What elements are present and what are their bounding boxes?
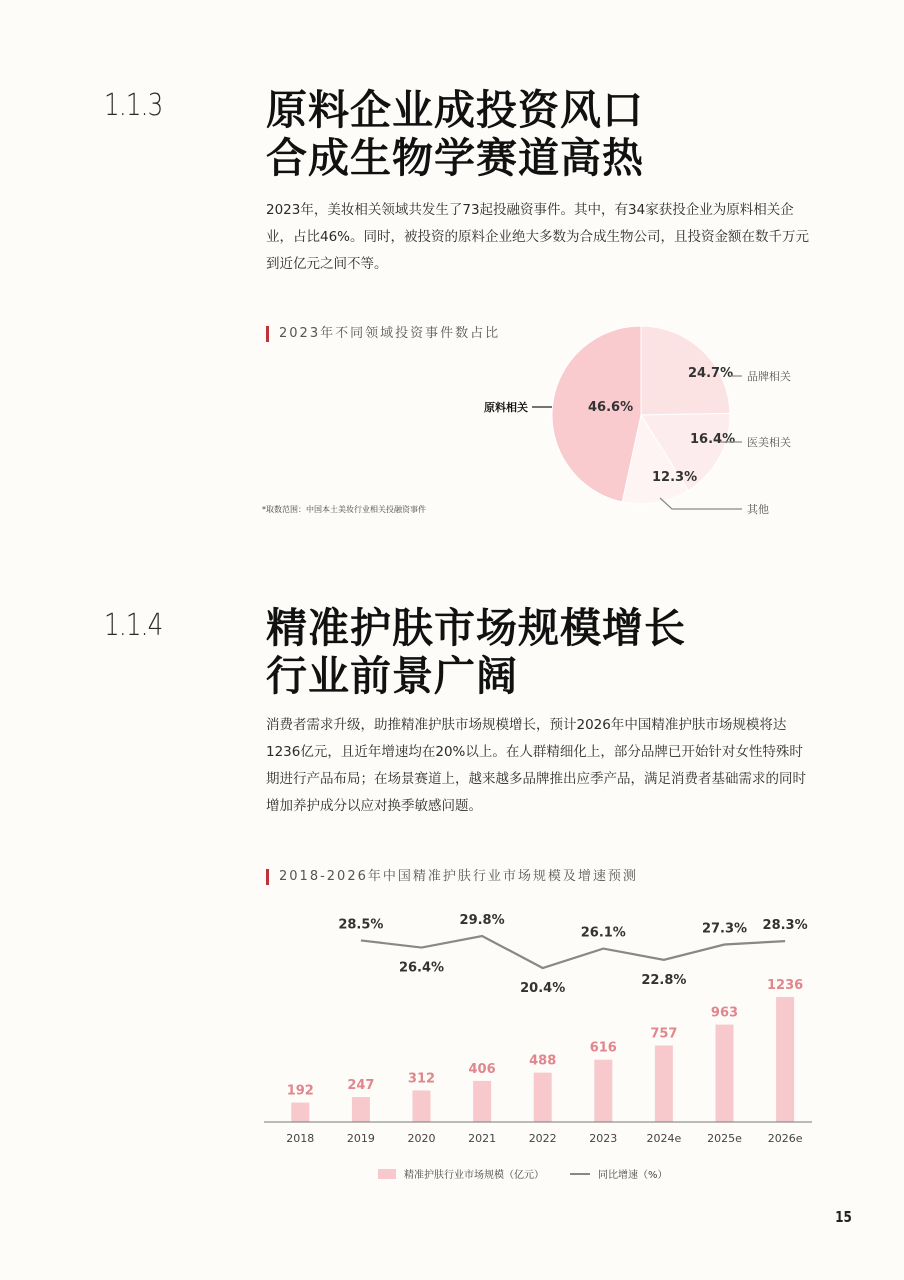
section-paragraph-1: 2023年，美妆相关领域共发生了73起投融资事件。其中，有34家获投企业为原料相关企业，占比46%。同时，被投资的原料企业绝大多数为合成生物公司，且投资金额在数千万元到近亿元之间不等。: [266, 202, 810, 272]
bar-value-label-8: 1236: [767, 978, 804, 993]
growth-rate-label-4: 20.4%: [520, 981, 566, 996]
pie-value-label-1: 16.4%: [690, 432, 736, 447]
pie-category-label-2: 其他: [747, 503, 769, 516]
bar-value-label-3: 406: [468, 1061, 496, 1077]
legend-swatch-line: [570, 1173, 590, 1175]
pie-leader-line-2: [660, 498, 742, 509]
section-title-2-line2: 行业前景广阔: [266, 652, 518, 700]
chart-legend: [378, 1166, 668, 1181]
pie-chart: [440, 315, 820, 530]
legend-label-bar: 精准护肤行业市场规模（亿元）: [404, 1170, 544, 1181]
pie-chart-title: 2023年不同领域投资事件数占比: [266, 326, 500, 342]
bar-2020: [413, 1090, 431, 1122]
growth-rate-label-3: 29.8%: [459, 913, 505, 928]
bar-2021: [473, 1081, 491, 1122]
growth-rate-label-6: 22.8%: [641, 972, 687, 988]
x-tick-label-5: 2023: [589, 1132, 618, 1145]
bar-line-chart: [260, 900, 820, 1160]
bar-2024e: [655, 1045, 673, 1122]
pie-category-label-1: 医美相关: [747, 436, 791, 449]
section-title-2: [266, 604, 686, 700]
pie-value-label-0: 24.7%: [688, 366, 734, 381]
x-tick-label-6: 2024e: [646, 1132, 682, 1145]
x-tick-label-4: 2022: [528, 1132, 557, 1145]
x-tick-label-1: 2019: [346, 1132, 375, 1145]
bar-2018: [291, 1103, 309, 1122]
bar-2026e: [776, 997, 794, 1122]
bar-value-label-2: 312: [407, 1071, 436, 1087]
section-paragraph-2: 消费者需求升级，助推精准护肤市场规模增长，预计2026年中国精准护肤市场规模将达1236亿元，且近年增速均在20%以上。在人群精细化上，部分品牌已开始针对女性特殊时期进行产品布局；在场景赛道上，越来越多品牌推出应季产品，满足消费者基础需求的同时增加养护成分以应对换季敏感问题。: [266, 717, 806, 814]
section-title-1: [266, 86, 644, 182]
bar-value-label-4: 488: [529, 1053, 557, 1069]
bar-2019: [352, 1097, 370, 1122]
x-tick-label-8: 2026e: [767, 1132, 803, 1145]
pie-category-label-3: 原料相关: [484, 401, 528, 414]
section-title-1-line2: 合成生物学赛道高热: [266, 134, 644, 182]
bar-value-label-6: 757: [650, 1026, 678, 1042]
bar-value-label-1: 247: [347, 1078, 375, 1094]
bar-value-label-7: 963: [710, 1005, 739, 1021]
section-number-2: 1.1.4: [104, 608, 163, 643]
legend-swatch-bar: [378, 1169, 396, 1179]
x-tick-label-3: 2021: [468, 1132, 497, 1145]
section-number-1: 1.1.3: [104, 88, 163, 123]
growth-rate-label-2: 26.4%: [398, 960, 445, 976]
growth-rate-label-8: 28.3%: [762, 918, 808, 934]
x-tick-label-7: 2025e: [707, 1132, 742, 1145]
growth-rate-label-5: 26.1%: [580, 925, 626, 941]
bar-chart-title: 2018-2026年中国精准护肤行业市场规模及增速预测: [266, 869, 638, 885]
legend-label-line: 同比增速（%）: [598, 1170, 668, 1181]
pie-value-label-2: 12.3%: [652, 470, 698, 485]
growth-rate-label-7: 27.3%: [701, 921, 748, 937]
section-title-1-line1: 原料企业成投资风口: [266, 86, 644, 134]
x-tick-label-2: 2020: [407, 1132, 436, 1145]
bar-value-label-5: 616: [589, 1040, 617, 1056]
x-tick-label-0: 2018: [286, 1132, 315, 1145]
bar-value-label-0: 192: [286, 1083, 314, 1099]
page-number: 15: [835, 1208, 852, 1226]
bar-2025e: [716, 1025, 734, 1122]
pie-chart-note: *取数范围：中国本土美妆行业相关投融资事件: [262, 505, 426, 514]
bar-2022: [534, 1073, 552, 1122]
pie-value-label-3: 46.6%: [588, 400, 634, 415]
growth-rate-label-1: 28.5%: [338, 917, 384, 933]
bar-2023: [594, 1060, 612, 1122]
pie-category-label-0: 品牌相关: [747, 370, 791, 383]
section-title-2-line1: 精准护肤市场规模增长: [266, 604, 686, 652]
